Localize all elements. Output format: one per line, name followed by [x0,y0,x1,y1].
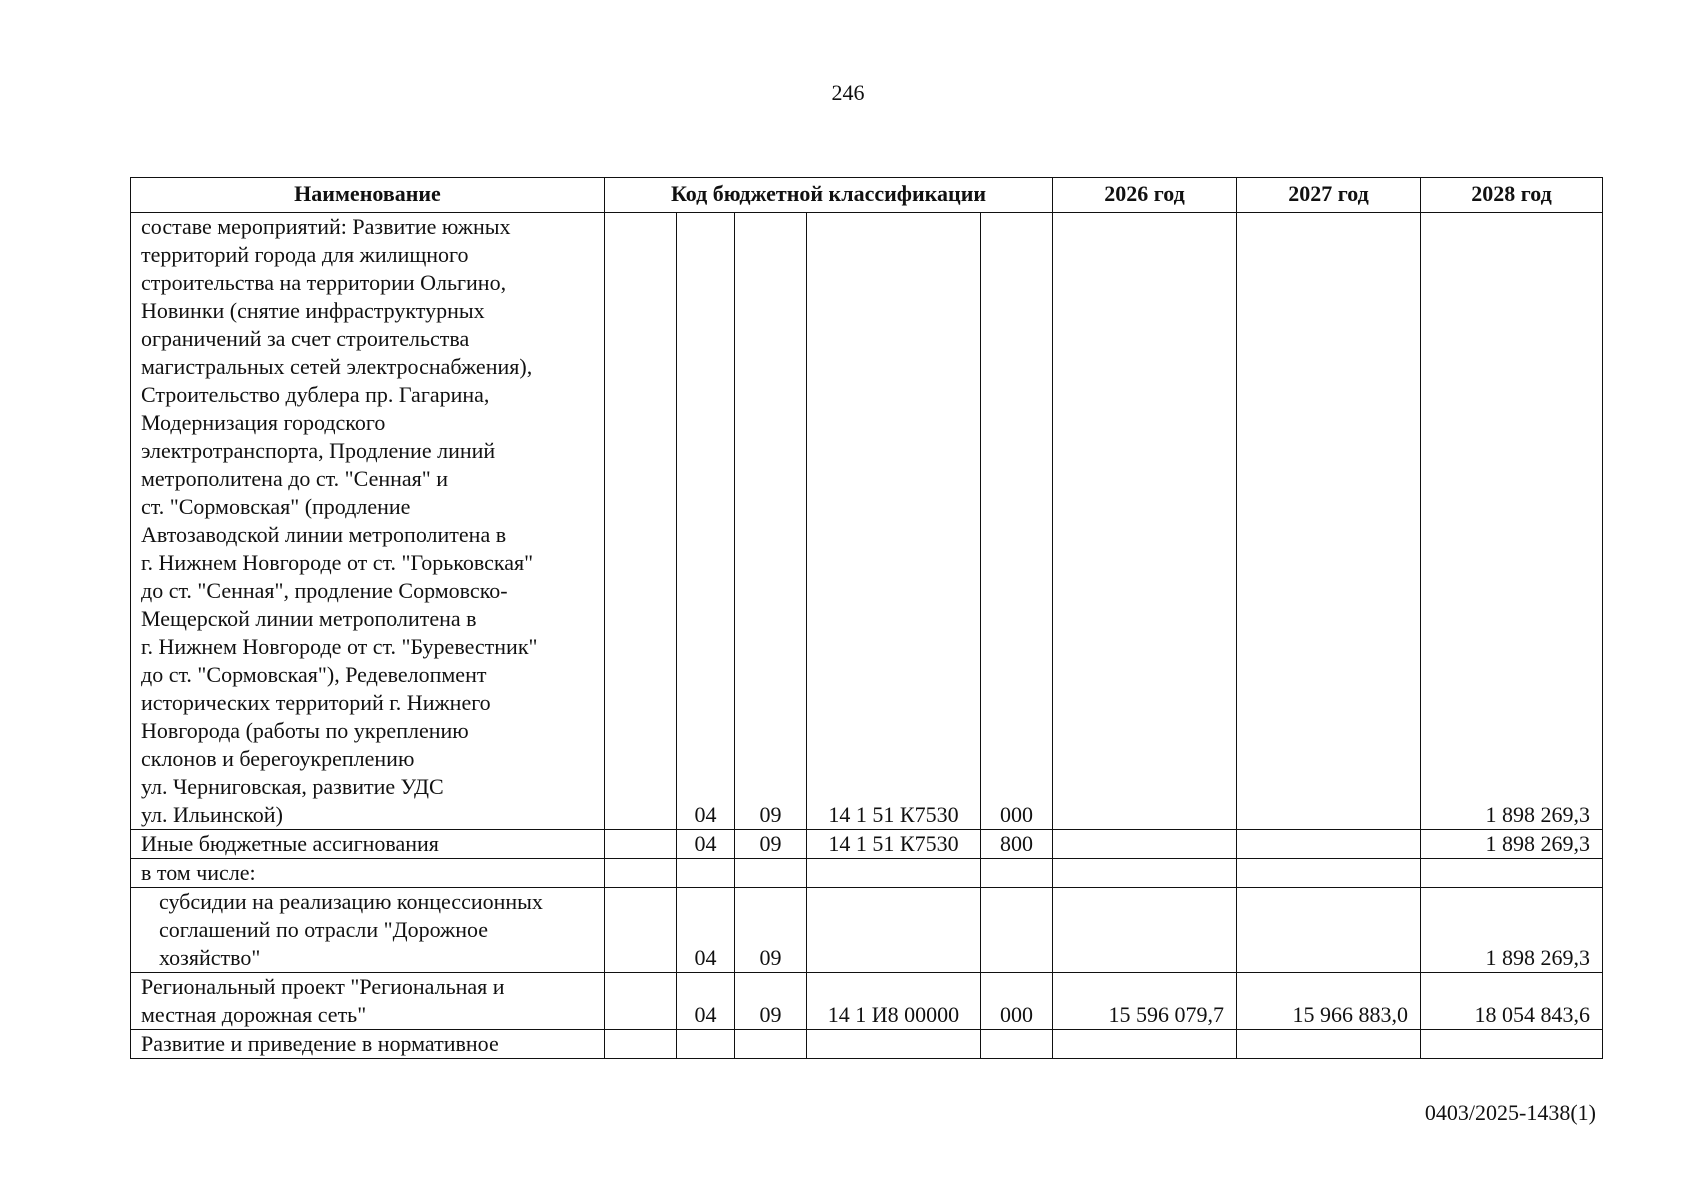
row-code-section: 04 [677,888,735,973]
row-code-subsection: 09 [735,213,807,830]
row-amount-2026: 15 596 079,7 [1053,973,1237,1030]
row-code-subsection [735,859,807,888]
row-code-section: 04 [677,830,735,859]
row-code-part-1 [605,888,677,973]
row-amount-2026 [1053,1030,1237,1059]
header-2027: 2027 год [1237,178,1421,213]
row-amount-2026 [1053,830,1237,859]
row-code-target-article [807,1030,981,1059]
row-code-part-1 [605,859,677,888]
row-code-expense-type: 800 [981,830,1053,859]
row-code-subsection: 09 [735,830,807,859]
row-name: Развитие и приведение в нормативное [131,1030,605,1059]
row-amount-2026 [1053,859,1237,888]
row-code-expense-type [981,1030,1053,1059]
row-amount-2027 [1237,213,1421,830]
row-name: Региональный проект "Региональная и местная дорожная сеть" [131,973,605,1030]
row-name: Иные бюджетные ассигнования [131,830,605,859]
page-number: 246 [831,80,865,105]
table-row [131,888,1603,973]
row-code-section [677,859,735,888]
row-amount-2027 [1237,859,1421,888]
row-amount-2028 [1421,1030,1603,1059]
row-amount-2028 [1421,859,1603,888]
row-amount-2027: 15 966 883,0 [1237,973,1421,1030]
row-amount-2028: 18 054 843,6 [1421,973,1603,1030]
budget-table [130,177,1603,1059]
table-header-row [131,178,1603,213]
row-amount-2027 [1237,830,1421,859]
table-row [131,1030,1603,1059]
table-row [131,973,1603,1030]
header-budget-code: Код бюджетной классификации [605,178,1053,213]
row-code-target-article: 14 1 И8 00000 [807,973,981,1030]
row-code-expense-type: 000 [981,213,1053,830]
table-row [131,859,1603,888]
row-code-expense-type: 000 [981,973,1053,1030]
row-code-section [677,1030,735,1059]
row-amount-2027 [1237,888,1421,973]
row-code-part-1 [605,213,677,830]
row-name: субсидии на реализацию концессионных соглашений по отрасли "Дорожное хозяйство" [131,888,605,973]
document-reference-number: 0403/2025-1438(1) [1424,1100,1596,1125]
row-code-target-article [807,859,981,888]
row-code-expense-type [981,859,1053,888]
row-code-part-1 [605,830,677,859]
row-code-subsection: 09 [735,888,807,973]
row-code-section: 04 [677,973,735,1030]
row-amount-2028: 1 898 269,3 [1421,830,1603,859]
row-code-subsection: 09 [735,973,807,1030]
row-amount-2028: 1 898 269,3 [1421,888,1603,973]
row-code-part-1 [605,973,677,1030]
header-2026: 2026 год [1053,178,1237,213]
header-2028: 2028 год [1421,178,1603,213]
row-code-target-article [807,888,981,973]
row-code-section: 04 [677,213,735,830]
row-amount-2027 [1237,1030,1421,1059]
row-code-target-article: 14 1 51 К7530 [807,830,981,859]
row-amount-2026 [1053,213,1237,830]
row-amount-2028: 1 898 269,3 [1421,213,1603,830]
header-name: Наименование [131,178,605,213]
row-code-target-article: 14 1 51 К7530 [807,213,981,830]
table-row [131,830,1603,859]
table-row [131,213,1603,830]
row-amount-2026 [1053,888,1237,973]
row-code-expense-type [981,888,1053,973]
row-name: в том числе: [131,859,605,888]
row-code-subsection [735,1030,807,1059]
row-name: составе мероприятий: Развитие южных территорий города для жилищного строительства на территории Ольгино, Новинки (снятие инфраструктурных ограничений за счет строительства магистральных сетей электроснабжения), Строительство дублера пр. Гагарина, Модернизация городского электротранспорта, Продление линий метрополитена до ст. "Сенная" и ст. "Сормовская" (продление Автозаводской линии метрополитена в г. Нижнем Новгороде от ст. "Горьковская" до ст. "Сенная", продление Сормовско- Мещерской линии метрополитена в г. Нижнем Новгороде от ст. "Буревестник" до ст. "Сормовская"), Редевелопмент исторических территорий г. Нижнего Новгорода (работы по укреплению склонов и берегоукреплению ул. Черниговская, развитие УДС ул. Ильинской) [131,213,605,830]
row-code-part-1 [605,1030,677,1059]
